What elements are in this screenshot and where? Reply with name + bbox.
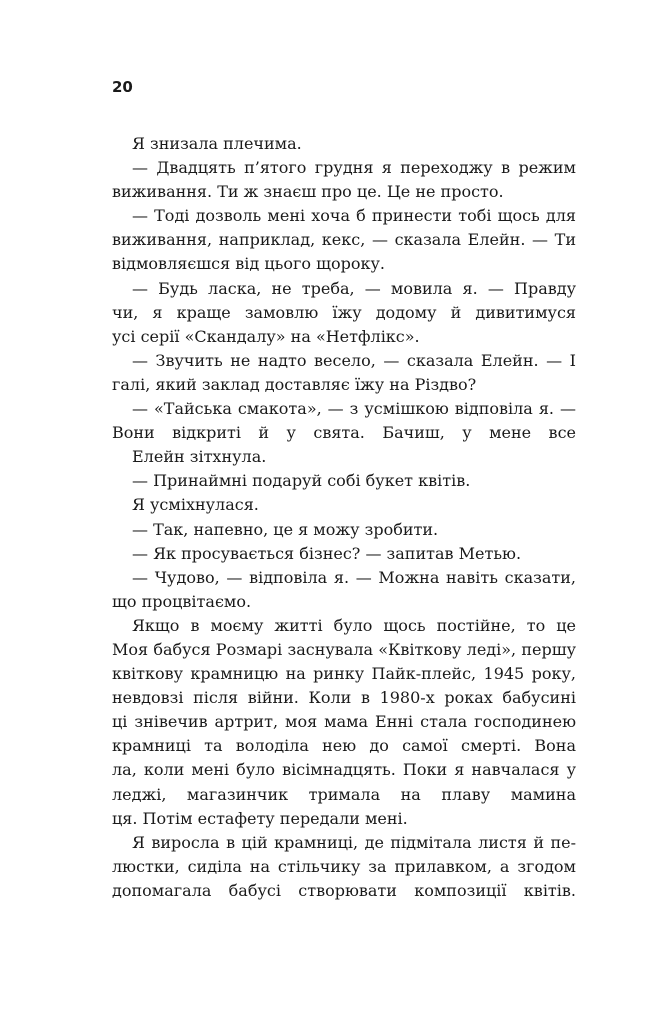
- text-line: квіткову крамницю на ринку Пайк-плейс, 1945 року,: [112, 664, 576, 684]
- text-line: леджі, магазинчик тримала на плаву мамина: [112, 784, 576, 804]
- text-line: Якщо в моєму житті було щось постійне, то це: [132, 615, 576, 635]
- text-line: Елейн зітхнула.: [132, 447, 267, 467]
- text-line: — Двадцять п’ятого грудня я переходжу в режим: [132, 158, 576, 178]
- text-line: Моя бабуся Розмарі заснувала «Квіткову леді», першу: [112, 639, 576, 659]
- text-line: — Чудово, — відповіла я. — Можна навіть сказати,: [132, 567, 576, 587]
- text-line: виживання, наприклад, кекс, — сказала Елейн. — Ти: [112, 230, 576, 250]
- text-line: галі, який заклад доставляє їжу на Різдво?: [112, 374, 477, 394]
- text-line: чи, я краще замовлю їжу додому й дивитимуся: [112, 302, 576, 322]
- text-line: Я виросла в цій крамниці, де підмітала листя й пе-: [132, 832, 576, 852]
- text-line: відмовляєшся від цього щороку.: [112, 254, 385, 274]
- text-line: усі серії «Скандалу» на «Нетфлікс».: [112, 326, 420, 346]
- text-line: — Звучить не надто весело, — сказала Елейн. — І: [132, 350, 576, 370]
- text-line: ці знівечив артрит, моя мама Енні стала господинею: [112, 712, 576, 732]
- body-text: [112, 132, 576, 903]
- text-line: Я усміхнулася.: [132, 495, 259, 515]
- page-number: 20: [112, 78, 133, 96]
- text-line: невдовзі після війни. Коли в 1980-х роках бабусині: [112, 688, 576, 708]
- text-line: допомагала бабусі створювати композиції квітів.: [112, 880, 576, 900]
- text-line: — «Тайська смакота», — з усмішкою відповіла я. —: [132, 399, 576, 419]
- text-line: — Принаймні подаруй собі букет квітів.: [132, 471, 471, 491]
- text-line: — Будь ласка, не треба, — мовила я. — Правду: [132, 278, 576, 298]
- text-line: ця. Потім естафету передали мені.: [112, 808, 408, 828]
- text-line: ла, коли мені було вісімнадцять. Поки я навчалася у: [112, 760, 576, 780]
- text-line: — Тоді дозволь мені хоча б принести тобі щось для: [132, 206, 576, 226]
- text-line: Вони відкриті й у свята. Бачиш, у мене все: [112, 423, 576, 443]
- text-line: — Як просувається бізнес? — запитав Метью.: [132, 543, 522, 563]
- text-line: — Так, напевно, це я можу зробити.: [132, 519, 439, 539]
- text-line: Я знизала плечима.: [132, 134, 302, 153]
- text-line: що процвітаємо.: [112, 591, 252, 611]
- text-line: люстки, сиділа на стільчику за прилавком, а згодом: [112, 856, 576, 876]
- text-line: крамниці та володіла нею до самої смерті. Вона: [112, 736, 576, 756]
- text-line: виживання. Ти ж знаєш про це. Це не просто.: [112, 182, 504, 202]
